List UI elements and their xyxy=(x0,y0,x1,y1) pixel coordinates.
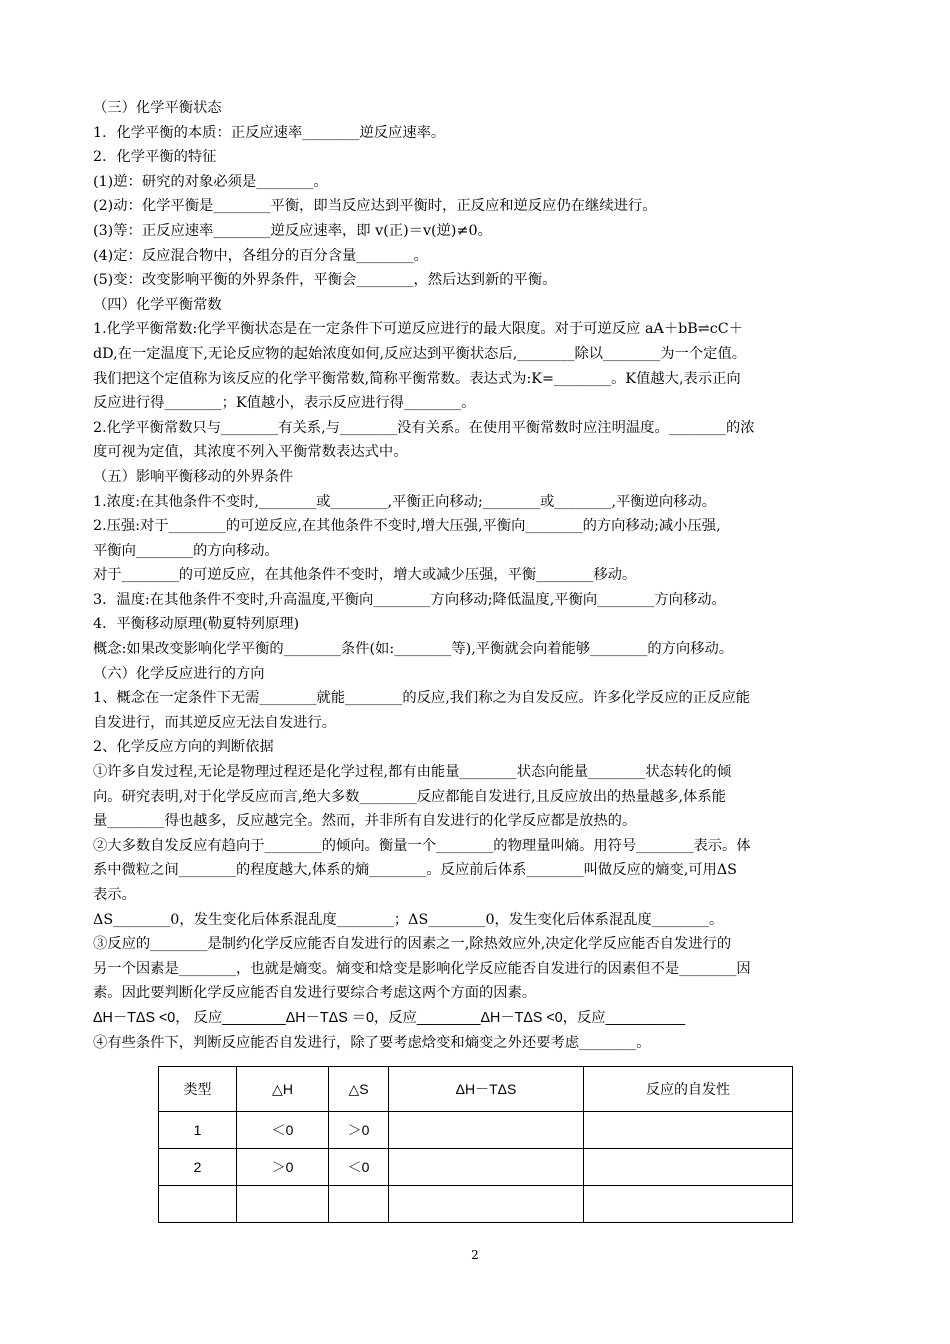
table-cell xyxy=(584,1186,793,1223)
table-cell xyxy=(584,1149,793,1186)
table-header: △S xyxy=(329,1067,389,1112)
line: (5)变：改变影响平衡的外界条件，平衡会________，然后达到新的平衡。 xyxy=(93,272,557,289)
line: 4．平衡移动原理(勒夏特列原理) xyxy=(93,616,300,633)
line: 对于________的可逆反应，在其他条件不变时，增大或减少压强，平衡________移动。 xyxy=(93,567,637,584)
line: 3．温度:在其他条件不变时,升高温度,平衡向________方向移动;降低温度,平衡向________方向移动。 xyxy=(93,591,726,608)
line: (2)动：化学平衡是________平衡，即当反应达到平衡时，正反应和逆反应仍在继续进行。 xyxy=(93,198,657,215)
table-header: 反应的自发性 xyxy=(584,1067,793,1112)
table-cell xyxy=(389,1186,584,1223)
table-row xyxy=(159,1112,793,1149)
table-cell xyxy=(329,1186,389,1223)
table-row xyxy=(159,1186,793,1223)
table-header: 类型 xyxy=(159,1067,237,1112)
line: 量________得也越多，反应越完全。然而，并非所有自发进行的化学反应都是放热的。 xyxy=(93,813,637,830)
line: 平衡向________的方向移动。 xyxy=(93,542,279,559)
spontaneity-table xyxy=(158,1066,793,1223)
heading-equilibrium-state: （三）化学平衡状态 xyxy=(93,100,222,116)
line: 2、化学反应方向的判断依据 xyxy=(93,739,274,756)
line: 我们把这个定值称为该反应的化学平衡常数,简称平衡常数。表达式为:K=________。K值越大,表示正向 xyxy=(93,370,741,387)
table-header: △H xyxy=(237,1067,329,1112)
line: 度可视为定值，其浓度不列入平衡常数表达式中。 xyxy=(93,444,408,461)
line: ①许多自发过程,无论是物理过程还是化学过程,都有由能量________状态向能量________状态转化的倾 xyxy=(93,764,732,781)
document-body xyxy=(93,96,863,1055)
line: 系中微粒之间________的程度越大,体系的熵________。反应前后体系________叫做反应的熵变,可用ΔS xyxy=(93,862,737,879)
line: ③反应的________是制约化学反应能否自发进行的因素之一,除热效应外,决定化学反应能否自发进行的 xyxy=(93,936,732,953)
heading-equilibrium-constant: （四）化学平衡常数 xyxy=(93,296,222,313)
table-cell xyxy=(159,1186,237,1223)
line: 概念:如果改变影响化学平衡的________条件(如:________等),平衡就会向着能够________的方向移动。 xyxy=(93,641,734,658)
line: 2．化学平衡的特征 xyxy=(93,149,217,166)
line: dD,在一定温度下,无论反应物的起始浓度如何,反应达到平衡状态后,________除以________为一个定值。 xyxy=(93,345,747,362)
line: ④有些条件下，判断反应能否自发进行，除了要考虑焓变和熵变之外还要考虑________。 xyxy=(93,1034,651,1051)
line: 1．化学平衡的本质：正反应速率________逆反应速率。 xyxy=(93,124,446,141)
table-cell xyxy=(237,1186,329,1223)
line: 1、概念在一定条件下无需________就能________的反应,我们称之为自发反应。许多化学反应的正反应能 xyxy=(93,690,750,707)
line: 向。研究表明,对于化学反应而言,绝大多数________反应都能自发进行,且反应放出的热量越多,体系能 xyxy=(93,788,726,805)
line: 1.浓度:在其他条件不变时,________或________,平衡正向移动;________或________,平衡逆向移动。 xyxy=(93,493,717,510)
table-cell xyxy=(584,1112,793,1149)
table-cell: ＜0 xyxy=(237,1112,329,1149)
table-cell xyxy=(389,1112,584,1149)
table-cell: 2 xyxy=(159,1149,237,1186)
line: (4)定：反应混合物中，各组分的百分含量________。 xyxy=(93,247,428,264)
line: 另一个因素是________，也就是熵变。熵变和焓变是影响化学反应能否自发进行的因素但不是________因 xyxy=(93,960,751,977)
line: 1.化学平衡常数:化学平衡状态是在一定条件下可逆反应进行的最大限度。对于可逆反应 aA＋bB⇌cC＋ xyxy=(93,321,744,338)
line: 2.压强:对于________的可逆反应,在其他条件不变时,增大压强,平衡向________的方向移动;减小压强, xyxy=(93,518,721,535)
heading-reaction-direction: （六）化学反应进行的方向 xyxy=(93,665,265,682)
table-cell xyxy=(389,1149,584,1186)
line: 素。因此要判断化学反应能否自发进行要综合考虑这两个方面的因素。 xyxy=(93,985,537,1002)
table-header-row xyxy=(159,1067,793,1112)
page-number: 2 xyxy=(471,1248,479,1262)
line: (1)逆：研究的对象必须是________。 xyxy=(93,173,328,190)
line: 表示。 xyxy=(93,887,136,903)
line: (3)等：正反应速率________逆反应速率，即 v(正)＝v(逆)≠0。 xyxy=(93,222,492,239)
table-header: ΔH－TΔS xyxy=(389,1067,584,1112)
heading-shift-conditions: （五）影响平衡移动的外界条件 xyxy=(93,468,294,485)
table-row xyxy=(159,1149,793,1186)
table-cell: ＞0 xyxy=(329,1112,389,1149)
line: 自发进行，而其逆反应无法自发进行。 xyxy=(93,714,337,731)
line: 2.化学平衡常数只与________有关系,与________没有关系。在使用平衡常数时应注明温度。________的浓 xyxy=(93,419,755,436)
table-cell: ＞0 xyxy=(237,1149,329,1186)
line: ΔH－TΔS <0， 反应________ΔH－TΔS ＝0，反应________ΔH－TΔS <0，反应__________ xyxy=(93,1009,686,1026)
line: ΔS________0，发生变化后体系混乱度________；ΔS________0，发生变化后体系混乱度________。 xyxy=(93,911,724,928)
line: 反应进行得________；K值越小，表示反应进行得________。 xyxy=(93,395,476,412)
line: ②大多数自发反应有趋向于________的倾向。衡量一个________的物理量叫熵。用符号________表示。体 xyxy=(93,837,751,854)
table-cell: 1 xyxy=(159,1112,237,1149)
table-cell: ＜0 xyxy=(329,1149,389,1186)
